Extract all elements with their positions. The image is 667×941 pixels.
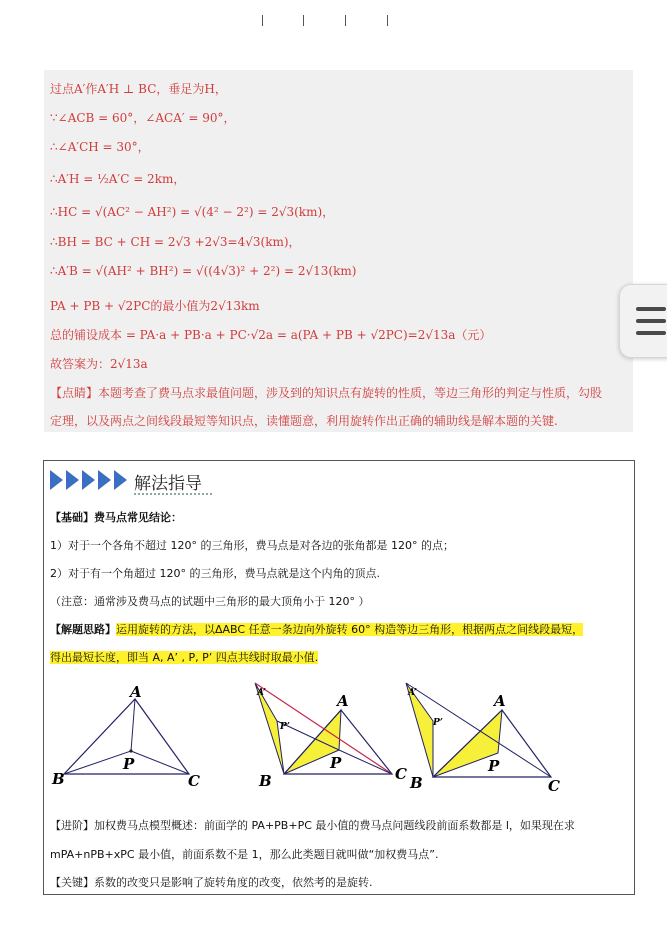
label-a: A [130, 683, 142, 701]
figure-3 [406, 683, 560, 795]
ruler-tick [303, 15, 304, 26]
segment-pc [339, 750, 392, 774]
fermat-figures [44, 673, 636, 808]
chevron-right-icon [82, 470, 95, 490]
label-p-prime: P’ [280, 722, 290, 732]
label-p-prime: P’ [433, 718, 443, 728]
solution-line: 总的铺设成本 = PA·a + PB·a + PC·√2a = a(PA + PB + √2PC)=2√13a（元） [50, 328, 492, 342]
basic-note: （注意：通常涉及费马点的试题中三角形的最大顶角小于 120° ） [50, 595, 370, 608]
label-b: B [52, 770, 65, 788]
ruler-tick [387, 15, 388, 26]
label-b: B [259, 772, 272, 790]
figure-2 [255, 683, 407, 790]
comment-line-2: 定理，以及两点之间线段最短等知识点，读懂题意，利用旋转作出正确的辅助线是解本题的关键. [50, 414, 558, 428]
menu-button[interactable] [619, 284, 667, 358]
label-a-prime: A’ [257, 688, 267, 698]
solution-line: PA + PB + √2PC的最小值为2√13km [50, 299, 260, 313]
menu-icon-bar [636, 319, 666, 323]
label-p: P [330, 754, 342, 772]
basic-tag: 【基础】 [50, 511, 94, 524]
solution-line: ∴A′H = ½A′C = 2km， [50, 172, 186, 186]
label-p: P [123, 755, 135, 773]
solution-line: ∴BH = BC + CH = 2√3 +2√3=4√3(km)， [50, 235, 301, 249]
chevron-right-icon [66, 470, 79, 490]
solution-line: ∴HC = √(AC² − AH²) = √(4² − 2²) = 2√3(km)， [50, 205, 335, 219]
solution-line: ∴∠A′CH = 30°， [50, 140, 150, 154]
guide-header [50, 467, 250, 493]
basic-title: 费马点常见结论： [94, 511, 182, 524]
idea-tag: 【解题思路】 [50, 623, 116, 636]
label-c: C [188, 772, 200, 790]
key-line: 【关键】系数的改变只是影响了旋转角度的改变，依然考的是旋转. [50, 876, 373, 889]
solution-line: ∵∠ACB = 60°，∠ACA′ = 90°， [50, 111, 236, 125]
label-c: C [548, 777, 560, 795]
point-p [129, 749, 132, 752]
label-p: P [488, 757, 500, 775]
comment-text: 本题考查了费马点求最值问题，涉及到的知识点有旋转的性质，等边三角形的判定与性质，勾股 [98, 386, 603, 400]
solution-line: ∴A′B = √(AH² + BH²) = √((4√3)² + 2²) = 2√13(km) [50, 264, 357, 278]
comment-tag: 【点睛】 [50, 386, 99, 400]
chevron-right-icon [50, 470, 63, 490]
figure-1 [51, 683, 200, 790]
advanced-line-1: 【进阶】加权费马点模型概述：前面学的 PA+PB+PC 最小值的费马点问题线段前面系数都是 l，如果现在求 [50, 819, 575, 832]
label-b: B [410, 774, 423, 792]
top-ruler [262, 15, 402, 27]
idea-line-2 [50, 649, 318, 665]
menu-icon-bar [636, 307, 666, 311]
guide-title: 解法指导 [134, 474, 202, 494]
solution-block [44, 70, 633, 432]
chevron-right-icon [98, 470, 111, 490]
idea-text-2: 得出最短长度，即当 A, A’ , P, P’ 四点共线时取最小值. [50, 651, 319, 664]
label-a: A [494, 692, 506, 710]
segment-pa [131, 699, 135, 751]
solution-line: 过点A′作A′H ⊥ BC，垂足为H， [50, 82, 227, 96]
idea-line-1 [50, 621, 583, 637]
title-underline [134, 493, 212, 495]
advanced-line-2: mPA+nPB+xPC 最小值，前面系数不是 1，那么此类题目就叫做“加权费马点”. [50, 848, 439, 861]
label-a-prime: A’ [408, 688, 418, 698]
comment-line-1 [50, 384, 602, 401]
solution-line: 故答案为：2√13a [50, 357, 148, 371]
basic-heading [50, 509, 182, 525]
basic-item-2: 2）对于有一个角超过 120° 的三角形，费马点就是这个内角的顶点. [50, 567, 380, 580]
basic-item-1: 1）对于一个各角不超过 120° 的三角形，费马点是对各边的张角都是 120° 的点； [50, 539, 454, 552]
method-guide-box [43, 460, 635, 895]
ruler-tick [345, 15, 346, 26]
chevron-right-icon [114, 470, 127, 490]
label-a: A [337, 692, 349, 710]
idea-text: 运用旋转的方法，以ΔABC 任意一条边向外旋转 60° 构造等边三角形，根据两点之间线段最短， [116, 623, 584, 636]
segment-pb [64, 751, 131, 774]
label-c: C [395, 765, 407, 783]
ruler-tick [262, 15, 263, 26]
menu-icon-bar [636, 331, 666, 335]
